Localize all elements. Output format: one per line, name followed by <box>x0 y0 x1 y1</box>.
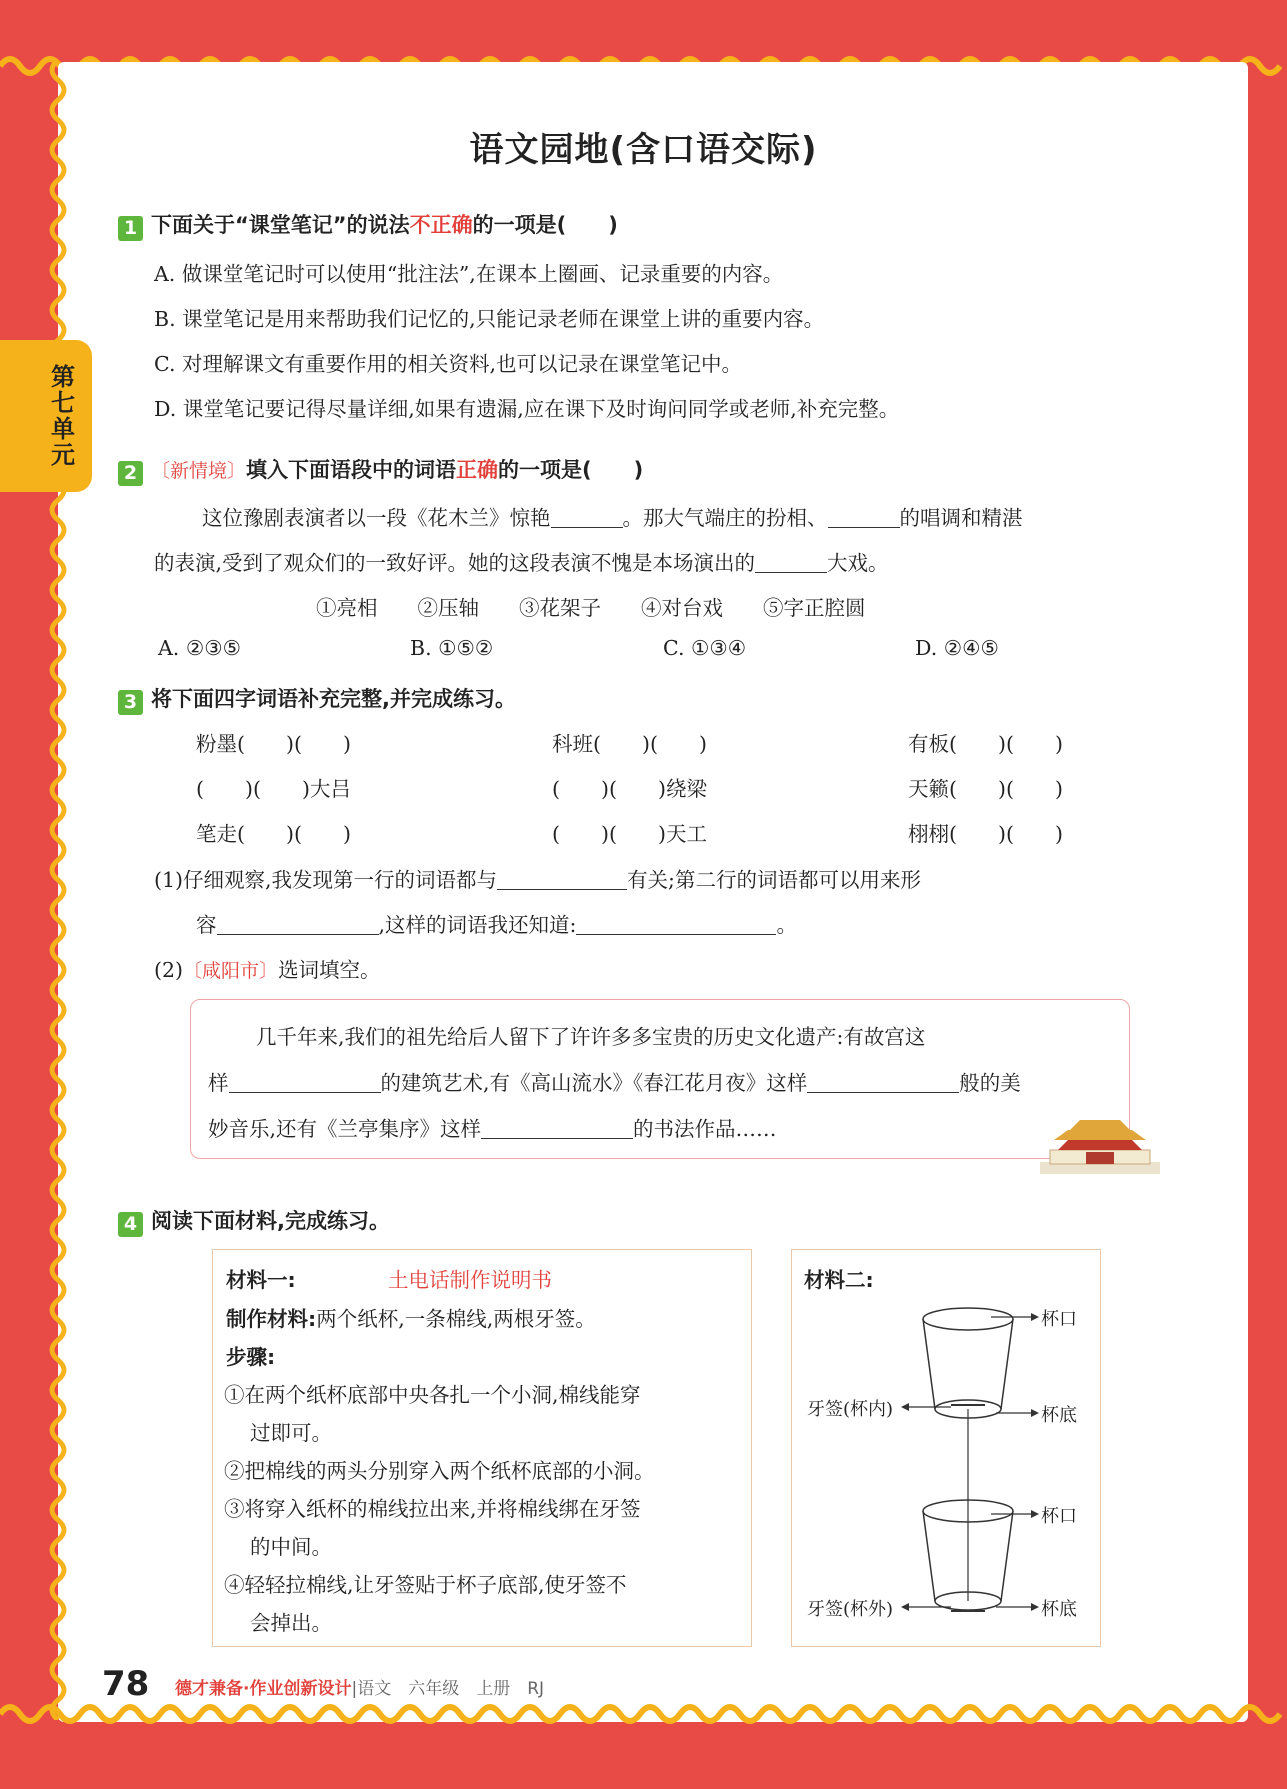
q1-option-d: D. 课堂笔记要记得尽量详细,如果有遗漏,应在课下及时询问同学或老师,补充完整。 <box>154 397 900 421</box>
question-number: 4 <box>118 1212 143 1237</box>
page-title: 语文园地(含口语交际) <box>469 130 818 170</box>
material-one-title: 土电话制作说明书 <box>388 1268 552 1292</box>
step-4: ④轻轻拉棉线,让牙签贴于杯子底部,使牙签不 <box>224 1573 627 1597</box>
idiom-cell: 笔走( )( ) <box>196 822 351 846</box>
question-number: 1 <box>118 216 143 241</box>
question-4-stem: 4 阅读下面材料,完成练习。 <box>118 1205 390 1237</box>
q3-sub2-line: (2)〔咸阳市〕选词填空。 <box>154 958 381 982</box>
step-4-cont: 会掉出。 <box>250 1611 332 1635</box>
step-3-cont: 的中间。 <box>250 1535 332 1559</box>
materials-line: 制作材料:两个纸杯,一条棉线,两根牙签。 <box>226 1307 596 1331</box>
question-number: 2 <box>118 461 143 486</box>
step-3: ③将穿入纸杯的棉线拉出来,并将棉线绑在牙签 <box>224 1497 641 1521</box>
palace-illustration-icon <box>1040 1112 1160 1174</box>
q2-option-b: B. ①⑤② <box>410 636 494 660</box>
material-two-label: 材料二: <box>804 1268 874 1292</box>
context-tag: 〔新情境〕 <box>151 460 247 482</box>
idiom-cell: 栩栩( )( ) <box>908 822 1063 846</box>
fill-blank[interactable] <box>576 915 776 935</box>
label-cup-bottom-1: 杯底 <box>1041 1405 1077 1426</box>
fill-blank[interactable] <box>497 870 627 890</box>
q2-paragraph-line-2: 的表演,受到了观众们的一致好评。她的这段表演不愧是本场演出的 大戏。 <box>154 551 889 575</box>
label-cup-mouth-2: 杯口 <box>1041 1506 1077 1527</box>
material-one-label: 材料一: <box>226 1268 296 1292</box>
idiom-cell: 粉墨( )( ) <box>196 732 351 756</box>
q2-option-d: D. ②④⑤ <box>915 636 999 660</box>
left-wave-border <box>40 60 70 1720</box>
idiom-cell: ( )( )大吕 <box>196 777 351 801</box>
question-2-stem: 2 〔新情境〕填入下面语段中的词语正确的一项是( ) <box>118 454 643 486</box>
q1-option-a: A. 做课堂笔记时可以使用“批注法”,在课本上圈画、记录重要的内容。 <box>154 262 784 286</box>
unit-side-tab: 第七单元 <box>0 340 92 492</box>
idiom-cell: ( )( )绕梁 <box>552 777 707 801</box>
label-toothpick-inside: 牙签(杯内) <box>807 1399 894 1420</box>
region-tag: 〔咸阳市〕 <box>183 960 279 982</box>
label-cup-bottom-2: 杯底 <box>1041 1599 1077 1620</box>
page-number: 78 <box>102 1664 150 1704</box>
q1-option-c: C. 对理解课文有重要作用的相关资料,也可以记录在课堂笔记中。 <box>154 352 743 376</box>
step-1-cont: 过即可。 <box>250 1421 332 1445</box>
fill-blank[interactable] <box>828 508 900 528</box>
fill-blank[interactable] <box>229 1073 381 1093</box>
q1-option-b: B. 课堂笔记是用来帮助我们记忆的,只能记录老师在课堂上讲的重要内容。 <box>154 307 825 331</box>
question-3-stem: 3 将下面四字词语补充完整,并完成练习。 <box>118 683 516 715</box>
q2-paragraph-line-1: 这位豫剧表演者以一段《花木兰》惊艳 。那大气端庄的扮相、 的唱调和精湛 <box>202 506 1023 530</box>
idiom-cell: ( )( )天工 <box>552 822 707 846</box>
label-toothpick-outside: 牙签(杯外) <box>807 1599 894 1620</box>
passage-line-3: 妙音乐,还有《兰亭集序》这样 的书法作品…… <box>208 1117 777 1141</box>
bottom-wave-border <box>0 1700 1287 1740</box>
fill-blank[interactable] <box>807 1073 959 1093</box>
passage-line-1: 几千年来,我们的祖先给后人留下了许许多多宝贵的历史文化遗产:有故宫这 <box>256 1025 926 1049</box>
question-1-stem: 1 下面关于“课堂笔记”的说法不正确的一项是( ) <box>118 209 618 241</box>
q3-sub1-line-2: 容 ,这样的词语我还知道: 。 <box>196 913 797 937</box>
passage-line-2: 样 的建筑艺术,有《高山流水》《春江花月夜》这样 般的美 <box>208 1071 1021 1095</box>
steps-label: 步骤: <box>226 1345 276 1369</box>
step-1: ①在两个纸杯底部中央各扎一个小洞,棉线能穿 <box>224 1383 641 1407</box>
q3-sub1-line-1: (1)仔细观察,我发现第一行的词语都与 有关;第二行的词语都可以用来形 <box>154 868 921 892</box>
footer-brand: 德才兼备·作业创新设计|语文 六年级 上册 RJ <box>175 1679 545 1699</box>
idiom-cell: 天籁( )( ) <box>908 777 1063 801</box>
question-number: 3 <box>118 690 143 715</box>
idiom-cell: 有板( )( ) <box>908 732 1063 756</box>
fill-blank[interactable] <box>755 553 827 573</box>
q2-option-a: A. ②③⑤ <box>158 636 241 660</box>
idiom-cell: 科班( )( ) <box>552 732 707 756</box>
fill-blank[interactable] <box>481 1119 633 1139</box>
label-cup-mouth-1: 杯口 <box>1041 1309 1077 1330</box>
fill-blank[interactable] <box>551 508 623 528</box>
q2-option-c: C. ①③④ <box>663 636 747 660</box>
q2-word-list: ①亮相 ②压轴 ③花架子 ④对台戏 ⑤字正腔圆 <box>316 596 866 620</box>
fill-blank[interactable] <box>217 915 379 935</box>
step-2: ②把棉线的两头分别穿入两个纸杯底部的小洞。 <box>224 1459 655 1483</box>
